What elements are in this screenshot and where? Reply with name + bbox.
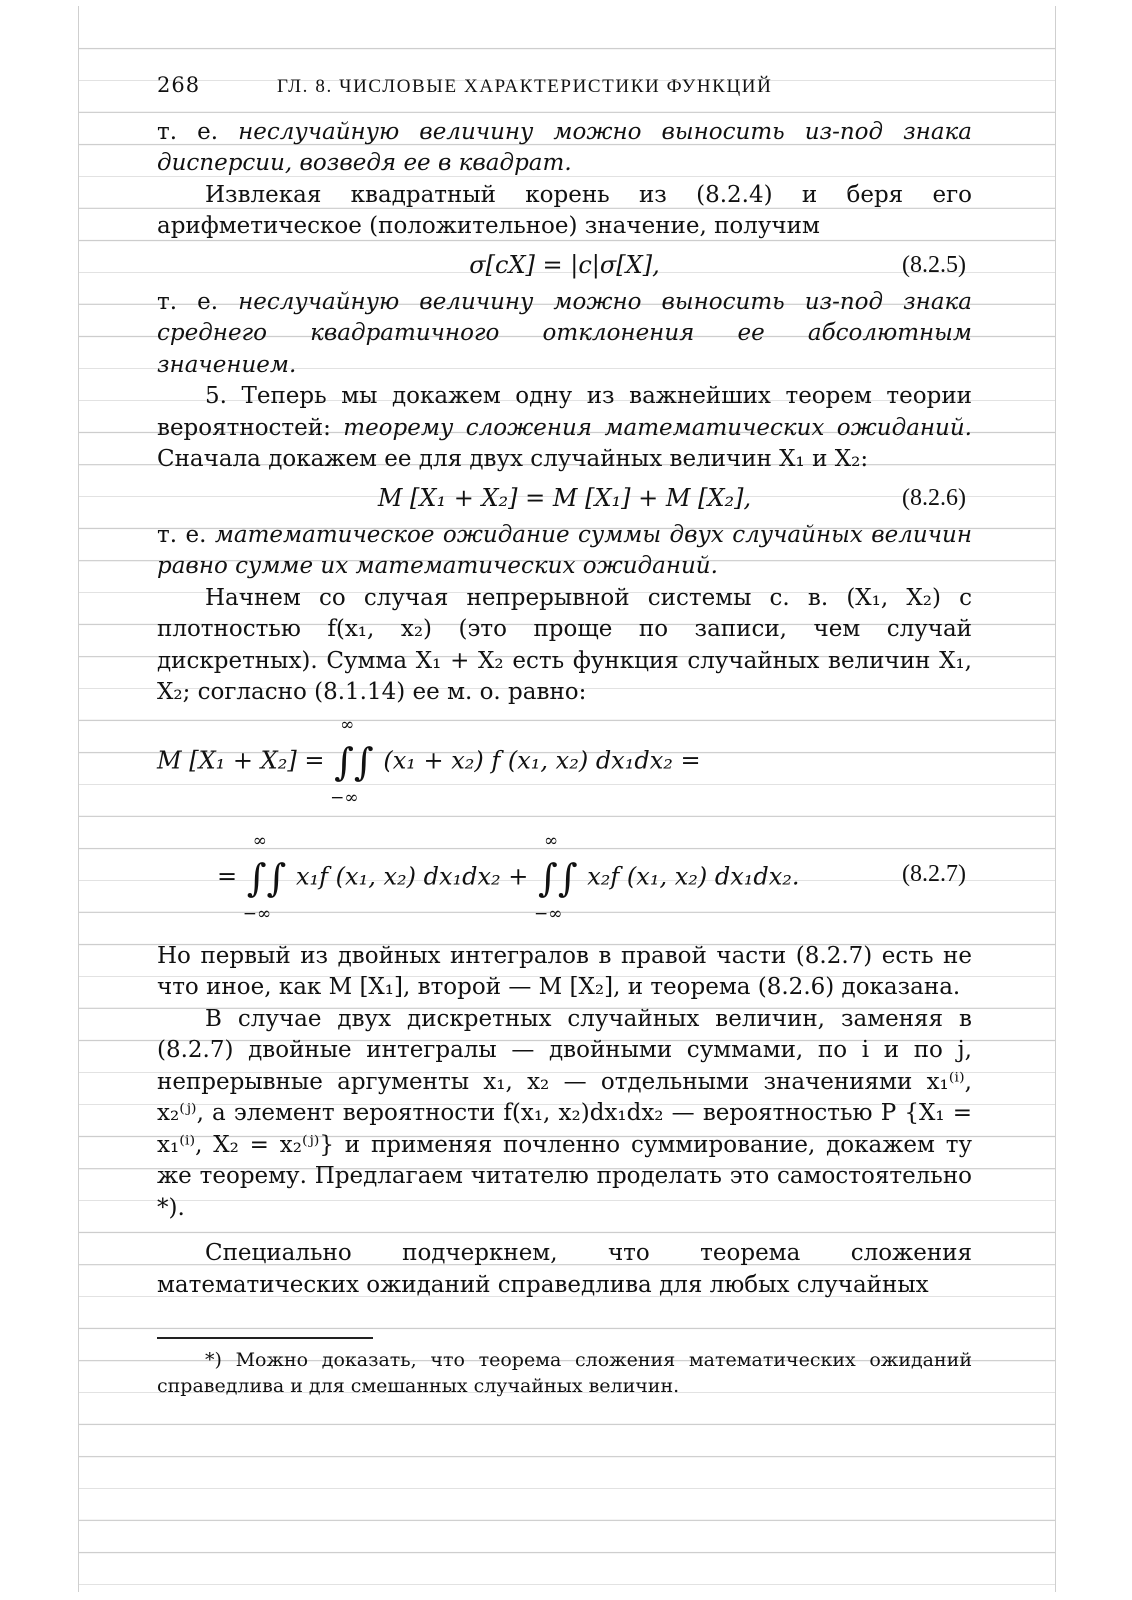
page-number: 268 [157, 73, 201, 97]
double-integral-sign: ∫∫ ∞ −∞ [242, 830, 287, 924]
equation-8-2-6 [157, 476, 972, 520]
italic-theorem-name: теорему сложения математических ожиданий. [343, 414, 972, 441]
equation-formula: σ[cX] = |c|σ[X], [469, 250, 660, 279]
running-title: ГЛ. 8. ЧИСЛОВЫЕ ХАРАКТЕРИСТИКИ ФУНКЦИЙ [277, 76, 773, 97]
paragraph-std-conclusion [157, 287, 972, 382]
equation-term-1: x₁f (x₁, x₂) dx₁dx₂ + [296, 862, 529, 890]
equation-number: (8.2.6) [902, 484, 966, 511]
spacer [157, 1224, 972, 1238]
lead-text: т. е. [157, 521, 215, 548]
paragraph-dispersion-conclusion [157, 117, 972, 180]
text-part: Сначала докажем ее для двух случайных величин X₁ и X₂: [157, 446, 869, 472]
paragraph-sqrt: Извлекая квадратный корень из (8.2.4) и беря его арифметическое (положительное) значение, получим [157, 181, 972, 239]
paragraph-theorem-statement [157, 520, 972, 583]
paragraph-theorem-intro [157, 381, 972, 476]
double-integral-sign: ∫∫ ∞ −∞ [330, 714, 374, 808]
equation-term-2: x₂f (x₁, x₂) dx₁dx₂. [587, 862, 800, 890]
equation-8-2-5 [157, 243, 972, 287]
lead-text: т. е. [157, 288, 239, 315]
paragraph-emphasis: Специально подчеркнем, что теорема сложения математических ожиданий справедлива для любых случайных [157, 1240, 972, 1298]
equation-lead: = [217, 862, 238, 890]
equation-lhs: M [X₁ + X₂] = [157, 746, 325, 774]
equation-number: (8.2.5) [902, 251, 966, 278]
equation-integrand: (x₁ + x₂) f (x₁, x₂) dx₁dx₂ = [383, 746, 701, 774]
italic-statement: неслучайную величину можно выносить из-под знака дисперсии, возведя ее в квадрат. [157, 118, 972, 176]
equation-formula: M [X₁ + X₂] = M [X₁] + M [X₂], [377, 483, 752, 512]
footnote-rule [157, 1337, 373, 1339]
equation-number: (8.2.7) [902, 860, 966, 887]
text-part: 5. Теперь мы докажем одну из важнейших теорем теории вероятностей: [157, 383, 972, 441]
upper-limit: ∞ [252, 830, 267, 851]
italic-statement: неслучайную величину можно выносить из-под знака среднего квадратичного отклонения ее абсолютным значением. [157, 288, 972, 378]
paragraph-proof-end: Но первый из двойных интегралов в правой части (8.2.7) есть не что иное, как M [X₁], второй — M [X₂], и теорема (8.2.6) доказана. [157, 942, 972, 1000]
page-content [157, 70, 972, 1399]
upper-limit: ∞ [544, 830, 559, 851]
page-header [157, 70, 972, 103]
upper-limit: ∞ [340, 714, 355, 735]
italic-statement: математическое ожидание суммы двух случайных величин равно сумме их математических ожиданий. [157, 521, 972, 579]
paragraph-discrete-case: В случае двух дискретных случайных величин, заменяя в (8.2.7) двойные интегралы — двойными суммами, по i и по j, непрерывные аргументы x₁, x₂ — отдельными значениями x₁⁽ⁱ⁾, x₂⁽ʲ⁾, а элемент вероятности f(x₁, x₂)dx₁dx₂ — вероятностью P {X₁ = x₁⁽ⁱ⁾, X₂ = x₂⁽ʲ⁾} и применяя почленно суммирование, докажем ту же теорему. Предлагаем читателю проделать это самостоятельно *). [157, 1005, 972, 1221]
lead-text: т. е. [157, 118, 239, 145]
double-integral-sign: ∫∫ ∞ −∞ [534, 830, 578, 924]
equation-line [217, 830, 800, 924]
footnote: *) Можно доказать, что теорема сложения математических ожиданий справедлива и для смешанных случайных величин. [157, 1349, 972, 1397]
equation-8-2-7-line1 [157, 709, 972, 825]
equation-8-2-7-line2 [157, 825, 972, 941]
lower-limit: −∞ [330, 787, 359, 808]
paragraph-continuous-case: Начнем со случая непрерывной системы с. в. (X₁, X₂) с плотностью f(x₁, x₂) (это проще по записи, чем случай дискретных). Сумма X₁ + X₂ есть функция случайных величин X₁, X₂; согласно (8.1.14) ее м. о. равно: [157, 584, 972, 705]
equation-line [157, 714, 701, 808]
lower-limit: −∞ [534, 903, 563, 924]
lower-limit: −∞ [242, 903, 272, 924]
